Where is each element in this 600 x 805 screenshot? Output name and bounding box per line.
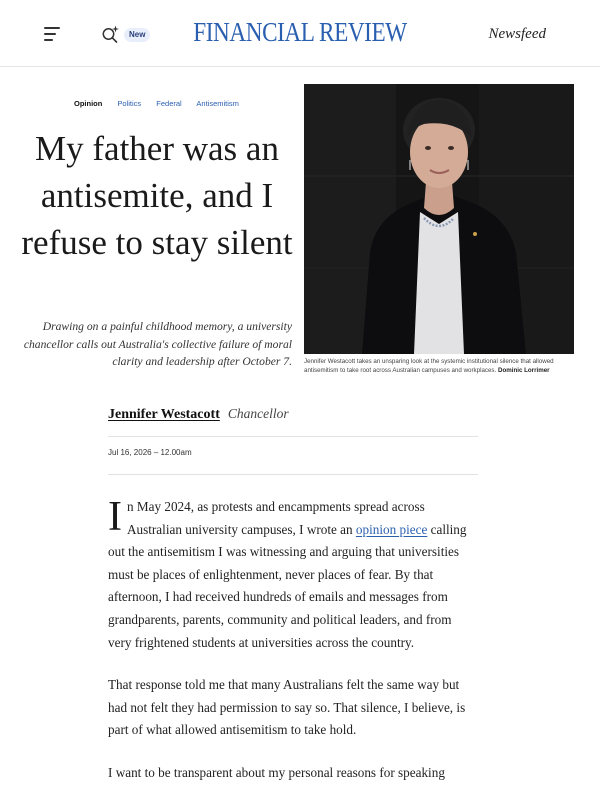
- search-sparkle-icon[interactable]: [100, 23, 122, 45]
- opinion-piece-link[interactable]: opinion piece: [355, 521, 428, 537]
- site-header: [0, 0, 600, 67]
- photo-credit: Dominic Lorrimer: [497, 366, 550, 374]
- article-body: [108, 496, 478, 805]
- byline: [108, 405, 289, 423]
- tag-federal[interactable]: Federal: [156, 99, 182, 108]
- author-name[interactable]: Jennifer Westacott: [108, 407, 220, 422]
- author-photo: [304, 84, 574, 354]
- divider: [108, 436, 478, 437]
- article-tags: [74, 99, 252, 108]
- paragraph: That response told me that many Australians felt the same way but had not felt they had permission to say so. That silence, I believe, is part of what allowed antisemitism to take hold.: [108, 677, 466, 738]
- drop-cap: I: [108, 494, 122, 540]
- menu-icon[interactable]: [44, 24, 66, 44]
- paragraph-text: calling out the antisemitism I was witnessing and arguing that universities must be places of enlightenment, never places of fear. By that afternoon, I had received hundreds of emails and messages from grandparents, parents, community and political leaders, and from very frightened students at universities across the country.: [108, 521, 467, 650]
- masthead-logo[interactable]: FINANCIAL REVIEW: [193, 17, 407, 47]
- article-headline: My father was an antisemite, and I refuse to stay silent: [21, 129, 293, 262]
- tag-opinion[interactable]: Opinion: [74, 99, 103, 108]
- divider: [108, 474, 478, 475]
- article-standfirst: Drawing on a painful childhood memory, a university chancellor calls out Australia's collective failure of moral clarity and leadership after October 7.: [23, 320, 292, 368]
- photo-caption-text: Jennifer Westacott takes an unsparing look at the systemic institutional silence that allowed antisemitism to take root across Australian campuses and workplaces.: [304, 358, 554, 374]
- author-role: Chancellor: [227, 406, 289, 421]
- paragraph: [108, 496, 478, 654]
- photo-caption: [304, 358, 576, 375]
- paragraph-text: n May 2024, as protests and encampments spread across Australian university campuses, I wrote an: [127, 499, 425, 537]
- new-badge[interactable]: New: [124, 28, 150, 42]
- publish-date: Jul 16, 2026 – 12.00am: [108, 448, 192, 457]
- tag-antisemitism[interactable]: Antisemitism: [196, 99, 239, 108]
- tag-politics[interactable]: Politics: [117, 99, 142, 108]
- newsfeed-link[interactable]: Newsfeed: [488, 26, 546, 42]
- paragraph: I want to be transparent about my personal reasons for speaking: [108, 764, 445, 780]
